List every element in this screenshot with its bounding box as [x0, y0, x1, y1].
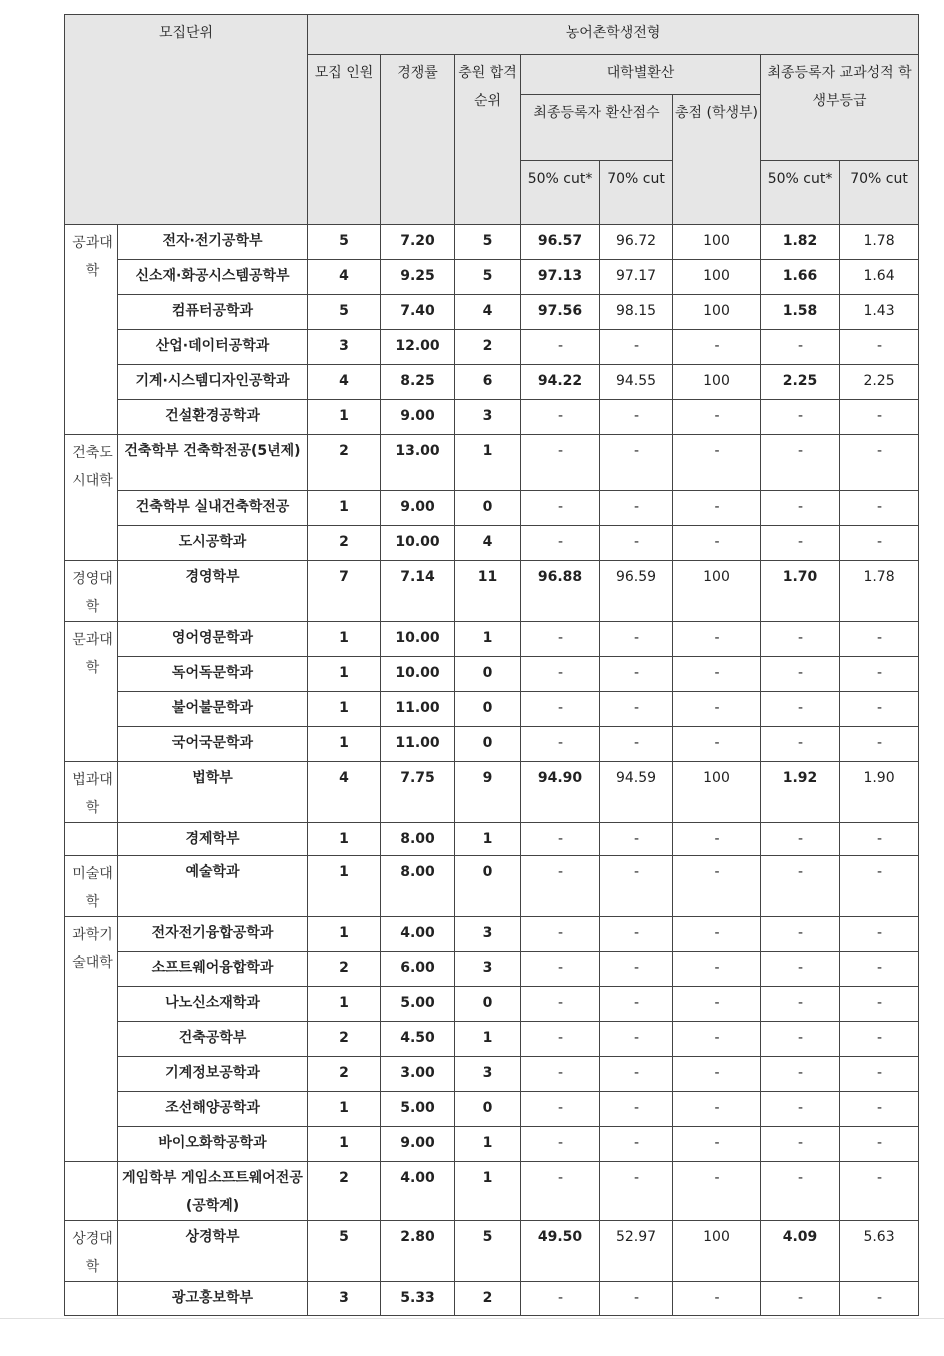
header-cut50-grade: 50% cut*: [761, 161, 840, 225]
total-cell: 100: [673, 561, 761, 622]
grade-cut50-cell: -: [761, 657, 840, 692]
grade-cut50-cell: -: [761, 330, 840, 365]
college-cell: 공과대학: [65, 225, 118, 435]
grade-cut70-cell: -: [840, 1057, 919, 1092]
competition-cell: 5.33: [381, 1282, 455, 1316]
department-cell: 법학부: [118, 762, 308, 823]
score-cut70-cell: -: [600, 1282, 673, 1316]
competition-cell: 2.80: [381, 1221, 455, 1282]
department-cell: 건축학부 실내건축학전공: [118, 491, 308, 526]
waitlist-cell: 0: [455, 987, 521, 1022]
department-cell: 도시공학과: [118, 526, 308, 561]
competition-cell: 5.00: [381, 987, 455, 1022]
department-cell: 조선해양공학과: [118, 1092, 308, 1127]
header-final-score: 최종등록자 환산점수: [521, 95, 673, 161]
college-cell: 법과대학: [65, 762, 118, 823]
score-cut50-cell: -: [521, 1022, 600, 1057]
score-cut70-cell: 97.17: [600, 260, 673, 295]
table-row: [65, 1092, 919, 1127]
department-cell: 경제학부: [118, 823, 308, 856]
total-cell: -: [673, 1162, 761, 1221]
competition-cell: 10.00: [381, 622, 455, 657]
total-cell: -: [673, 1092, 761, 1127]
total-cell: -: [673, 526, 761, 561]
waitlist-cell: 5: [455, 225, 521, 260]
table-row: [65, 692, 919, 727]
quota-cell: 3: [308, 1282, 381, 1316]
quota-cell: 4: [308, 260, 381, 295]
score-cut50-cell: -: [521, 692, 600, 727]
total-cell: -: [673, 917, 761, 952]
competition-cell: 11.00: [381, 727, 455, 762]
total-cell: -: [673, 823, 761, 856]
table-row: [65, 491, 919, 526]
grade-cut70-cell: 1.78: [840, 561, 919, 622]
table-row: [65, 1162, 919, 1221]
grade-cut70-cell: 1.78: [840, 225, 919, 260]
quota-cell: 1: [308, 727, 381, 762]
total-cell: -: [673, 657, 761, 692]
department-cell: 신소재·화공시스템공학부: [118, 260, 308, 295]
score-cut70-cell: -: [600, 526, 673, 561]
score-cut70-cell: -: [600, 987, 673, 1022]
waitlist-cell: 1: [455, 1022, 521, 1057]
score-cut70-cell: -: [600, 1127, 673, 1162]
score-cut50-cell: -: [521, 823, 600, 856]
header-cut70-grade: 70% cut: [840, 161, 919, 225]
competition-cell: 10.00: [381, 657, 455, 692]
waitlist-cell: 5: [455, 1221, 521, 1282]
quota-cell: 5: [308, 1221, 381, 1282]
grade-cut70-cell: 1.90: [840, 762, 919, 823]
college-cell: 상경대학: [65, 1221, 118, 1282]
score-cut70-cell: -: [600, 1092, 673, 1127]
department-cell: 광고홍보학부: [118, 1282, 308, 1316]
table-row: [65, 295, 919, 330]
waitlist-cell: 1: [455, 1127, 521, 1162]
quota-cell: 2: [308, 1022, 381, 1057]
department-cell: 기계·시스템디자인공학과: [118, 365, 308, 400]
waitlist-cell: 0: [455, 657, 521, 692]
waitlist-cell: 3: [455, 1057, 521, 1092]
quota-cell: 1: [308, 491, 381, 526]
department-cell: 산업·데이터공학과: [118, 330, 308, 365]
college-cell: 건축도시대학: [65, 435, 118, 561]
grade-cut50-cell: -: [761, 823, 840, 856]
competition-cell: 4.50: [381, 1022, 455, 1057]
quota-cell: 3: [308, 330, 381, 365]
quota-cell: 7: [308, 561, 381, 622]
grade-cut70-cell: -: [840, 987, 919, 1022]
score-cut50-cell: -: [521, 1092, 600, 1127]
competition-cell: 8.00: [381, 856, 455, 917]
grade-cut70-cell: -: [840, 1127, 919, 1162]
grade-cut70-cell: 2.25: [840, 365, 919, 400]
competition-cell: 11.00: [381, 692, 455, 727]
grade-cut70-cell: 1.43: [840, 295, 919, 330]
competition-cell: 5.00: [381, 1092, 455, 1127]
quota-cell: 1: [308, 823, 381, 856]
grade-cut50-cell: 1.92: [761, 762, 840, 823]
grade-cut70-cell: -: [840, 491, 919, 526]
admissions-results-table: [64, 14, 919, 1316]
grade-cut50-cell: -: [761, 987, 840, 1022]
quota-cell: 1: [308, 987, 381, 1022]
score-cut50-cell: 96.57: [521, 225, 600, 260]
score-cut50-cell: -: [521, 330, 600, 365]
total-cell: -: [673, 491, 761, 526]
competition-cell: 13.00: [381, 435, 455, 491]
grade-cut70-cell: -: [840, 727, 919, 762]
department-cell: 게임학부 게임소프트웨어전공(공학계): [118, 1162, 308, 1221]
waitlist-cell: 1: [455, 435, 521, 491]
waitlist-cell: 3: [455, 917, 521, 952]
header-unit: 모집단위: [65, 15, 308, 225]
college-cell: 문과대학: [65, 622, 118, 762]
score-cut70-cell: -: [600, 917, 673, 952]
competition-cell: 10.00: [381, 526, 455, 561]
header-final-grade: 최종등록자 교과성적 학생부등급: [761, 55, 919, 161]
score-cut70-cell: -: [600, 692, 673, 727]
total-cell: -: [673, 692, 761, 727]
department-cell: 건설환경공학과: [118, 400, 308, 435]
score-cut50-cell: -: [521, 435, 600, 491]
waitlist-cell: 0: [455, 1092, 521, 1127]
score-cut70-cell: 52.97: [600, 1221, 673, 1282]
competition-cell: 8.25: [381, 365, 455, 400]
competition-cell: 7.75: [381, 762, 455, 823]
waitlist-cell: 1: [455, 823, 521, 856]
table-row: [65, 727, 919, 762]
quota-cell: 1: [308, 1092, 381, 1127]
grade-cut50-cell: -: [761, 692, 840, 727]
table-row: [65, 400, 919, 435]
quota-cell: 1: [308, 917, 381, 952]
score-cut50-cell: -: [521, 917, 600, 952]
department-cell: 전자·전기공학부: [118, 225, 308, 260]
college-cell: 미술대학: [65, 856, 118, 917]
score-cut70-cell: 96.59: [600, 561, 673, 622]
score-cut70-cell: -: [600, 622, 673, 657]
grade-cut70-cell: 1.64: [840, 260, 919, 295]
waitlist-cell: 0: [455, 856, 521, 917]
quota-cell: 1: [308, 692, 381, 727]
score-cut50-cell: -: [521, 491, 600, 526]
grade-cut50-cell: -: [761, 952, 840, 987]
score-cut50-cell: -: [521, 856, 600, 917]
grade-cut70-cell: -: [840, 435, 919, 491]
score-cut70-cell: 94.59: [600, 762, 673, 823]
score-cut50-cell: -: [521, 987, 600, 1022]
department-cell: 상경학부: [118, 1221, 308, 1282]
score-cut50-cell: 94.22: [521, 365, 600, 400]
waitlist-cell: 5: [455, 260, 521, 295]
total-cell: 100: [673, 762, 761, 823]
table-row: [65, 823, 919, 856]
waitlist-cell: 1: [455, 622, 521, 657]
competition-cell: 12.00: [381, 330, 455, 365]
grade-cut70-cell: -: [840, 1282, 919, 1316]
score-cut50-cell: 94.90: [521, 762, 600, 823]
waitlist-cell: 4: [455, 295, 521, 330]
total-cell: -: [673, 1282, 761, 1316]
score-cut70-cell: -: [600, 491, 673, 526]
grade-cut70-cell: -: [840, 526, 919, 561]
competition-cell: 6.00: [381, 952, 455, 987]
department-cell: 나노신소재학과: [118, 987, 308, 1022]
score-cut70-cell: -: [600, 435, 673, 491]
score-cut70-cell: 98.15: [600, 295, 673, 330]
total-cell: -: [673, 1022, 761, 1057]
score-cut70-cell: -: [600, 727, 673, 762]
waitlist-cell: 4: [455, 526, 521, 561]
grade-cut50-cell: -: [761, 1022, 840, 1057]
table-row: [65, 917, 919, 952]
table-row: [65, 260, 919, 295]
department-cell: 바이오화학공학과: [118, 1127, 308, 1162]
grade-cut50-cell: 2.25: [761, 365, 840, 400]
department-cell: 국어국문학과: [118, 727, 308, 762]
total-cell: -: [673, 330, 761, 365]
score-cut50-cell: -: [521, 1057, 600, 1092]
score-cut50-cell: -: [521, 1162, 600, 1221]
college-cell: [65, 1162, 118, 1221]
quota-cell: 5: [308, 295, 381, 330]
department-cell: 건축학부 건축학전공(5년제): [118, 435, 308, 491]
quota-cell: 2: [308, 952, 381, 987]
quota-cell: 5: [308, 225, 381, 260]
department-cell: 예술학과: [118, 856, 308, 917]
college-cell: 과학기술대학: [65, 917, 118, 1162]
grade-cut70-cell: -: [840, 657, 919, 692]
page-divider: [0, 1318, 944, 1319]
waitlist-cell: 2: [455, 330, 521, 365]
waitlist-cell: 1: [455, 1162, 521, 1221]
score-cut70-cell: -: [600, 1057, 673, 1092]
score-cut70-cell: -: [600, 952, 673, 987]
total-cell: 100: [673, 365, 761, 400]
header-track: 농어촌학생전형: [308, 15, 919, 55]
competition-cell: 4.00: [381, 1162, 455, 1221]
quota-cell: 1: [308, 657, 381, 692]
score-cut70-cell: 94.55: [600, 365, 673, 400]
header-waitlist: 충원 합격 순위: [455, 55, 521, 225]
score-cut50-cell: -: [521, 727, 600, 762]
competition-cell: 7.20: [381, 225, 455, 260]
grade-cut70-cell: -: [840, 856, 919, 917]
score-cut50-cell: -: [521, 1127, 600, 1162]
score-cut70-cell: 96.72: [600, 225, 673, 260]
score-cut50-cell: -: [521, 657, 600, 692]
quota-cell: 1: [308, 622, 381, 657]
grade-cut50-cell: 1.82: [761, 225, 840, 260]
grade-cut50-cell: 4.09: [761, 1221, 840, 1282]
total-cell: 100: [673, 1221, 761, 1282]
grade-cut70-cell: -: [840, 692, 919, 727]
score-cut70-cell: -: [600, 856, 673, 917]
table-row: [65, 952, 919, 987]
department-cell: 영어영문학과: [118, 622, 308, 657]
waitlist-cell: 9: [455, 762, 521, 823]
score-cut50-cell: 97.13: [521, 260, 600, 295]
total-cell: -: [673, 1057, 761, 1092]
grade-cut50-cell: -: [761, 1057, 840, 1092]
competition-cell: 7.40: [381, 295, 455, 330]
department-cell: 전자전기융합공학과: [118, 917, 308, 952]
total-cell: -: [673, 987, 761, 1022]
grade-cut50-cell: 1.66: [761, 260, 840, 295]
total-cell: -: [673, 727, 761, 762]
total-cell: -: [673, 400, 761, 435]
header-total: 총점 (학생부): [673, 95, 761, 225]
score-cut70-cell: -: [600, 823, 673, 856]
quota-cell: 2: [308, 526, 381, 561]
quota-cell: 2: [308, 435, 381, 491]
header-cut50: 50% cut*: [521, 161, 600, 225]
grade-cut50-cell: -: [761, 1162, 840, 1221]
score-cut50-cell: -: [521, 952, 600, 987]
grade-cut50-cell: -: [761, 400, 840, 435]
header-cut70: 70% cut: [600, 161, 673, 225]
grade-cut70-cell: -: [840, 917, 919, 952]
table-row: [65, 561, 919, 622]
competition-cell: 9.25: [381, 260, 455, 295]
waitlist-cell: 6: [455, 365, 521, 400]
competition-cell: 9.00: [381, 1127, 455, 1162]
total-cell: -: [673, 856, 761, 917]
college-cell: [65, 823, 118, 856]
grade-cut70-cell: -: [840, 1092, 919, 1127]
header-quota: 모집 인원: [308, 55, 381, 225]
table-row: [65, 1127, 919, 1162]
table-row: [65, 762, 919, 823]
department-cell: 불어불문학과: [118, 692, 308, 727]
score-cut50-cell: -: [521, 400, 600, 435]
quota-cell: 1: [308, 1127, 381, 1162]
score-cut50-cell: -: [521, 622, 600, 657]
grade-cut50-cell: -: [761, 727, 840, 762]
quota-cell: 4: [308, 365, 381, 400]
header-competition: 경쟁률: [381, 55, 455, 225]
table-row: [65, 526, 919, 561]
table-row: [65, 435, 919, 491]
grade-cut50-cell: -: [761, 1127, 840, 1162]
total-cell: -: [673, 622, 761, 657]
waitlist-cell: 0: [455, 692, 521, 727]
waitlist-cell: 2: [455, 1282, 521, 1316]
table-row: [65, 622, 919, 657]
table-row: [65, 225, 919, 260]
grade-cut50-cell: -: [761, 622, 840, 657]
total-cell: -: [673, 952, 761, 987]
department-cell: 기계정보공학과: [118, 1057, 308, 1092]
waitlist-cell: 0: [455, 727, 521, 762]
score-cut50-cell: 96.88: [521, 561, 600, 622]
grade-cut50-cell: -: [761, 491, 840, 526]
total-cell: -: [673, 435, 761, 491]
competition-cell: 4.00: [381, 917, 455, 952]
college-cell: [65, 1282, 118, 1316]
grade-cut70-cell: -: [840, 952, 919, 987]
waitlist-cell: 11: [455, 561, 521, 622]
score-cut70-cell: -: [600, 1162, 673, 1221]
score-cut70-cell: -: [600, 400, 673, 435]
department-cell: 경영학부: [118, 561, 308, 622]
table-row: [65, 856, 919, 917]
quota-cell: 2: [308, 1057, 381, 1092]
score-cut50-cell: -: [521, 526, 600, 561]
table-row: [65, 1022, 919, 1057]
waitlist-cell: 0: [455, 491, 521, 526]
competition-cell: 7.14: [381, 561, 455, 622]
grade-cut70-cell: -: [840, 1022, 919, 1057]
table-row: [65, 657, 919, 692]
competition-cell: 8.00: [381, 823, 455, 856]
grade-cut50-cell: -: [761, 856, 840, 917]
header-conversion: 대학별환산: [521, 55, 761, 95]
table-row: [65, 987, 919, 1022]
grade-cut50-cell: -: [761, 1282, 840, 1316]
grade-cut70-cell: 5.63: [840, 1221, 919, 1282]
department-cell: 독어독문학과: [118, 657, 308, 692]
score-cut70-cell: -: [600, 330, 673, 365]
competition-cell: 9.00: [381, 491, 455, 526]
quota-cell: 4: [308, 762, 381, 823]
quota-cell: 2: [308, 1162, 381, 1221]
grade-cut50-cell: -: [761, 917, 840, 952]
table-row: [65, 330, 919, 365]
table-row: [65, 1057, 919, 1092]
grade-cut50-cell: -: [761, 526, 840, 561]
quota-cell: 1: [308, 856, 381, 917]
college-cell: 경영대학: [65, 561, 118, 622]
grade-cut50-cell: -: [761, 435, 840, 491]
competition-cell: 9.00: [381, 400, 455, 435]
grade-cut70-cell: -: [840, 1162, 919, 1221]
grade-cut50-cell: -: [761, 1092, 840, 1127]
competition-cell: 3.00: [381, 1057, 455, 1092]
score-cut50-cell: 97.56: [521, 295, 600, 330]
grade-cut50-cell: 1.58: [761, 295, 840, 330]
score-cut50-cell: 49.50: [521, 1221, 600, 1282]
score-cut50-cell: -: [521, 1282, 600, 1316]
department-cell: 컴퓨터공학과: [118, 295, 308, 330]
table-row: [65, 1282, 919, 1316]
quota-cell: 1: [308, 400, 381, 435]
waitlist-cell: 3: [455, 400, 521, 435]
total-cell: 100: [673, 295, 761, 330]
total-cell: -: [673, 1127, 761, 1162]
total-cell: 100: [673, 260, 761, 295]
grade-cut70-cell: -: [840, 330, 919, 365]
grade-cut70-cell: -: [840, 622, 919, 657]
score-cut70-cell: -: [600, 657, 673, 692]
total-cell: 100: [673, 225, 761, 260]
table-row: [65, 365, 919, 400]
grade-cut50-cell: 1.70: [761, 561, 840, 622]
department-cell: 소프트웨어융합학과: [118, 952, 308, 987]
table-row: [65, 1221, 919, 1282]
score-cut70-cell: -: [600, 1022, 673, 1057]
grade-cut70-cell: -: [840, 400, 919, 435]
grade-cut70-cell: -: [840, 823, 919, 856]
department-cell: 건축공학부: [118, 1022, 308, 1057]
waitlist-cell: 3: [455, 952, 521, 987]
